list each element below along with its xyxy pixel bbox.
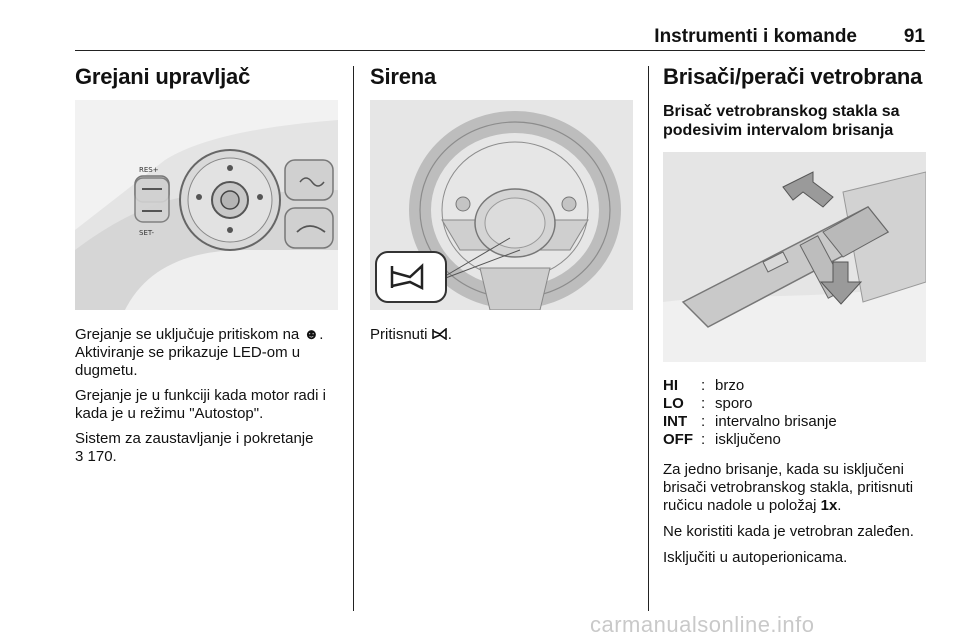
horn-icon <box>432 327 448 339</box>
column-divider-1 <box>353 66 354 611</box>
horn-text <box>370 326 638 344</box>
list-item: OFF : isključeno <box>663 431 781 448</box>
column-horn <box>370 64 638 90</box>
section-heading-wipers: Brisači/perači vetrobrana <box>663 64 923 89</box>
figure-steering-wheel-horn <box>370 100 633 310</box>
watermark: carmanualsonline.info <box>590 612 815 637</box>
page-number: 91 <box>903 26 925 47</box>
heated-wheel-text <box>75 326 343 466</box>
page-reference-link[interactable]: 3 170. <box>75 448 117 465</box>
heated-wheel-p1: Grejanje se uključuje pritiskom na ☻. Aktiviranje se prikazuje LED-om u dugmetu. <box>75 326 324 379</box>
header-title: Instrumenti i komande <box>654 26 857 47</box>
fig-label-set: SET- <box>139 229 155 237</box>
wipers-text <box>663 461 931 567</box>
wiper-position-list <box>663 377 933 449</box>
horn-p1: Pritisnuti . <box>370 326 452 343</box>
column-divider-2 <box>648 66 649 611</box>
list-item: LO : sporo <box>663 395 753 412</box>
column-wipers <box>663 64 933 140</box>
list-item: HI : brzo <box>663 377 745 394</box>
heated-wheel-p3: Sistem za zaustavljanje i pokretanje 3 170. <box>75 430 314 465</box>
column-heated-wheel <box>75 64 343 90</box>
heated-wheel-icon: ☻ <box>303 326 320 343</box>
section-heading-horn: Sirena <box>370 64 437 89</box>
wipers-p2: Ne koristiti kada je vetrobran zaleđen. <box>663 523 914 540</box>
wipers-p1: Za jedno brisanje, kada su isključeni brisači vetrobranskog stakla, pritisnuti ručicu nadole u položaj 1x. <box>663 461 914 514</box>
heated-wheel-p2: Grejanje je u funkciji kada motor radi i kada je u režimu "Autostop". <box>75 387 326 422</box>
list-item: INT : intervalno brisanje <box>663 413 837 430</box>
fig-label-res: RES+ <box>139 166 159 174</box>
page-header <box>75 26 925 50</box>
header-rule <box>75 50 925 51</box>
figure-steering-wheel-buttons <box>75 100 338 310</box>
subsection-heading-wipers: Brisač vetrobranskog stakla sa podesivim intervalom brisanja <box>663 103 900 139</box>
section-heading-heated-wheel: Grejani upravljač <box>75 64 251 89</box>
figure-wiper-lever <box>663 152 926 362</box>
wipers-p3: Isključiti u autoperionicama. <box>663 549 848 566</box>
